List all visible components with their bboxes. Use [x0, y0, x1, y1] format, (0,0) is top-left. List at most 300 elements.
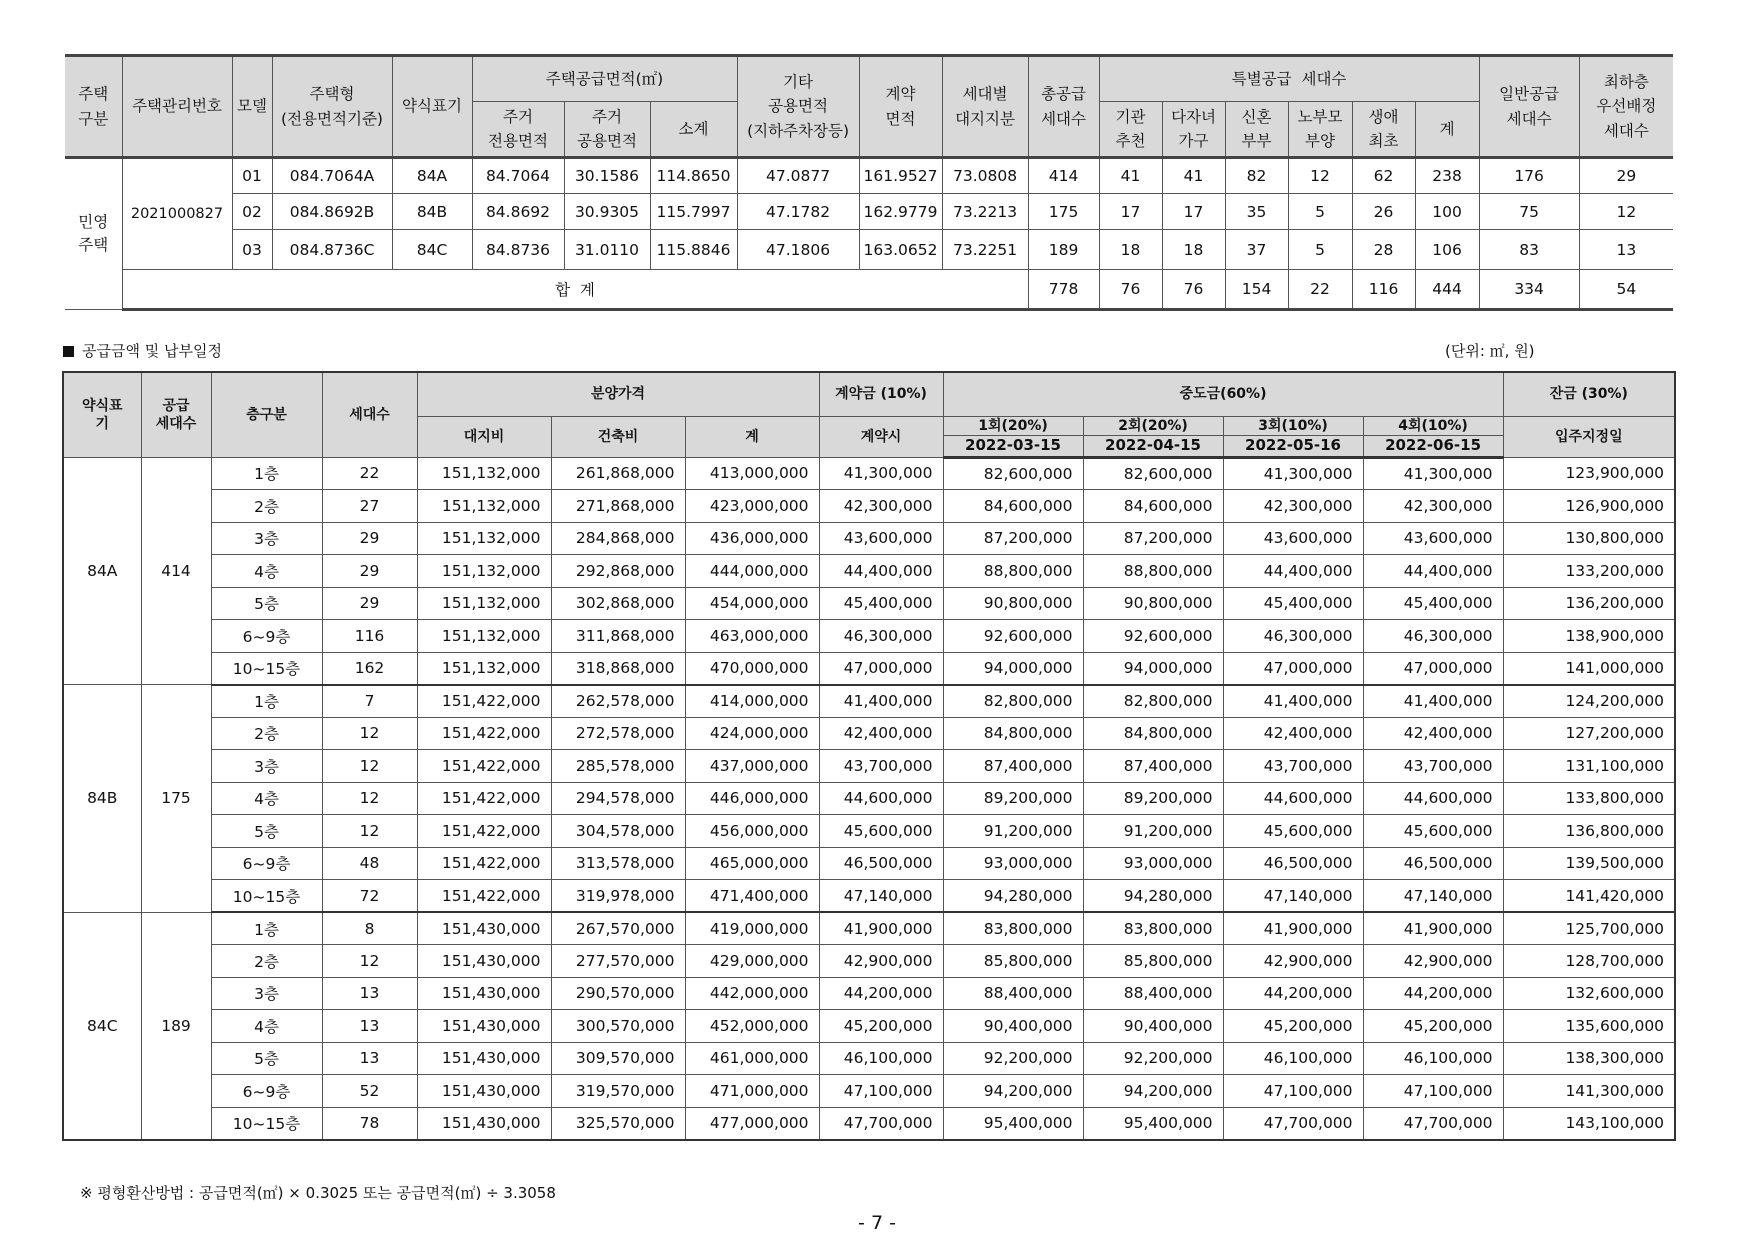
amount-cell: 84,800,000: [943, 717, 1083, 750]
amount-cell: 151,132,000: [417, 490, 551, 523]
amount-cell: 46,100,000: [1363, 1042, 1503, 1075]
header-management-number: 주택관리번호: [122, 56, 232, 158]
group-abbreviation-cell: 84B: [63, 685, 141, 913]
table-row: [63, 1010, 1675, 1043]
amount-cell: 319,570,000: [551, 1075, 685, 1108]
cell: 84A: [392, 158, 472, 194]
amount-cell: 151,132,000: [417, 652, 551, 685]
cell: 29: [1579, 158, 1673, 194]
cell: 28: [1352, 230, 1415, 270]
cell: 62: [1352, 158, 1415, 194]
amount-cell: 95,400,000: [1083, 1107, 1223, 1140]
amount-cell: 82,800,000: [1083, 685, 1223, 718]
header-balance: 잔금 (30%): [1503, 372, 1675, 416]
amount-cell: 92,600,000: [943, 620, 1083, 653]
units-cell: 72: [322, 880, 417, 913]
amount-cell: 90,800,000: [1083, 587, 1223, 620]
cell: 5: [1288, 230, 1352, 270]
floor-cell: 6~9층: [211, 847, 322, 880]
table-row: [63, 880, 1675, 913]
header-interim-4-date: 2022-06-15: [1363, 435, 1503, 457]
total-label: 합 계: [122, 270, 1028, 310]
header-land-cost: 대지비: [417, 416, 551, 457]
amount-cell: 47,700,000: [819, 1107, 943, 1140]
amount-cell: 271,868,000: [551, 490, 685, 523]
amount-cell: 87,200,000: [943, 522, 1083, 555]
units-cell: 13: [322, 977, 417, 1010]
amount-cell: 44,200,000: [819, 977, 943, 1010]
amount-cell: 46,100,000: [819, 1042, 943, 1075]
amount-cell: 45,200,000: [1363, 1010, 1503, 1043]
header-general-supply: 일반공급 세대수: [1479, 56, 1579, 158]
table-row: [63, 815, 1675, 848]
amount-cell: 151,430,000: [417, 977, 551, 1010]
housing-category-cell: 민영 주택: [65, 158, 122, 310]
amount-cell: 94,000,000: [943, 652, 1083, 685]
amount-cell: 138,300,000: [1503, 1042, 1675, 1075]
table-row: [63, 782, 1675, 815]
amount-cell: 143,100,000: [1503, 1107, 1675, 1140]
header-sp-sum: 계: [1415, 102, 1479, 158]
amount-cell: 136,200,000: [1503, 587, 1675, 620]
cell: 31.0110: [564, 230, 650, 270]
cell: 084.8736C: [272, 230, 392, 270]
amount-cell: 84,600,000: [943, 490, 1083, 523]
cell: 76: [1099, 270, 1162, 310]
header-contract-area: 계약 면적: [859, 56, 942, 158]
section-title: [63, 340, 222, 361]
floor-cell: 3층: [211, 750, 322, 783]
amount-cell: 46,300,000: [1223, 620, 1363, 653]
units-cell: 52: [322, 1075, 417, 1108]
amount-cell: 42,400,000: [819, 717, 943, 750]
cell: 163.0652: [859, 230, 942, 270]
amount-cell: 424,000,000: [685, 717, 819, 750]
table-row: [63, 977, 1675, 1010]
amount-cell: 45,600,000: [819, 815, 943, 848]
table-row: [63, 1107, 1675, 1140]
amount-cell: 82,600,000: [1083, 457, 1223, 490]
amount-cell: 290,570,000: [551, 977, 685, 1010]
amount-cell: 325,570,000: [551, 1107, 685, 1140]
table-row: [63, 652, 1675, 685]
amount-cell: 47,000,000: [1223, 652, 1363, 685]
units-cell: 12: [322, 782, 417, 815]
units-cell: 116: [322, 620, 417, 653]
cell: 84.8692: [472, 194, 564, 230]
amount-cell: 47,000,000: [819, 652, 943, 685]
units-cell: 22: [322, 457, 417, 490]
amount-cell: 133,800,000: [1503, 782, 1675, 815]
amount-cell: 45,200,000: [819, 1010, 943, 1043]
amount-cell: 44,600,000: [819, 782, 943, 815]
amount-cell: 151,422,000: [417, 685, 551, 718]
square-bullet-icon: [63, 346, 74, 357]
amount-cell: 47,100,000: [1223, 1075, 1363, 1108]
amount-cell: 151,430,000: [417, 1107, 551, 1140]
cell: 84.8736: [472, 230, 564, 270]
amount-cell: 95,400,000: [943, 1107, 1083, 1140]
table-row: [63, 945, 1675, 978]
floor-cell: 10~15층: [211, 652, 322, 685]
cell: 41: [1162, 158, 1225, 194]
cell: 100: [1415, 194, 1479, 230]
amount-cell: 47,700,000: [1223, 1107, 1363, 1140]
amount-cell: 277,570,000: [551, 945, 685, 978]
amount-cell: 151,422,000: [417, 880, 551, 913]
amount-cell: 138,900,000: [1503, 620, 1675, 653]
amount-cell: 419,000,000: [685, 912, 819, 945]
amount-cell: 84,600,000: [1083, 490, 1223, 523]
amount-cell: 127,200,000: [1503, 717, 1675, 750]
amount-cell: 82,600,000: [943, 457, 1083, 490]
amount-cell: 91,200,000: [1083, 815, 1223, 848]
floor-cell: 2층: [211, 490, 322, 523]
amount-cell: 46,300,000: [819, 620, 943, 653]
header-interim-3: 3회(10%): [1223, 416, 1363, 435]
amount-cell: 45,600,000: [1223, 815, 1363, 848]
header-special-supply: 특별공급 세대수: [1099, 56, 1479, 102]
header-other-area: 기타 공용면적 (지하주차장등): [737, 56, 859, 158]
amount-cell: 47,100,000: [1363, 1075, 1503, 1108]
header-abbreviation: 약식표 기: [63, 372, 141, 457]
amount-cell: 43,700,000: [1363, 750, 1503, 783]
floor-cell: 3층: [211, 522, 322, 555]
amount-cell: 151,422,000: [417, 782, 551, 815]
header-area-subtotal: 소계: [650, 102, 737, 158]
amount-cell: 41,400,000: [1223, 685, 1363, 718]
amount-cell: 41,400,000: [1363, 685, 1503, 718]
amount-cell: 130,800,000: [1503, 522, 1675, 555]
header-deposit-timing: 계약시: [819, 416, 943, 457]
amount-cell: 88,800,000: [943, 555, 1083, 588]
table-row: [63, 1075, 1675, 1108]
cell: 176: [1479, 158, 1579, 194]
cell: 47.1806: [737, 230, 859, 270]
header-interim-1-date: 2022-03-15: [943, 435, 1083, 457]
amount-cell: 45,600,000: [1363, 815, 1503, 848]
cell: 84B: [392, 194, 472, 230]
cell: 161.9527: [859, 158, 942, 194]
amount-cell: 47,140,000: [819, 880, 943, 913]
header-interim-2-date: 2022-04-15: [1083, 435, 1223, 457]
cell: 114.8650: [650, 158, 737, 194]
cell: 47.1782: [737, 194, 859, 230]
floor-cell: 2층: [211, 945, 322, 978]
amount-cell: 45,400,000: [1363, 587, 1503, 620]
header-price-sum: 계: [685, 416, 819, 457]
price-payment-table: [62, 371, 1676, 1141]
amount-cell: 437,000,000: [685, 750, 819, 783]
group-supply-cell: 189: [141, 912, 211, 1140]
cell: 115.7997: [650, 194, 737, 230]
amount-cell: 261,868,000: [551, 457, 685, 490]
amount-cell: 43,600,000: [1363, 522, 1503, 555]
amount-cell: 123,900,000: [1503, 457, 1675, 490]
header-units: 세대수: [322, 372, 417, 457]
cell: 73.0808: [942, 158, 1028, 194]
amount-cell: 442,000,000: [685, 977, 819, 1010]
amount-cell: 456,000,000: [685, 815, 819, 848]
cell: 83: [1479, 230, 1579, 270]
units-cell: 27: [322, 490, 417, 523]
amount-cell: 454,000,000: [685, 587, 819, 620]
table-row: [65, 230, 1673, 270]
floor-cell: 1층: [211, 685, 322, 718]
amount-cell: 93,000,000: [1083, 847, 1223, 880]
amount-cell: 429,000,000: [685, 945, 819, 978]
cell: 17: [1162, 194, 1225, 230]
amount-cell: 151,422,000: [417, 750, 551, 783]
cell: 75: [1479, 194, 1579, 230]
header-model: 모델: [232, 56, 272, 158]
amount-cell: 47,100,000: [819, 1075, 943, 1108]
price-group-84a: [63, 457, 1675, 685]
amount-cell: 151,132,000: [417, 620, 551, 653]
amount-cell: 319,978,000: [551, 880, 685, 913]
amount-cell: 471,400,000: [685, 880, 819, 913]
floor-cell: 3층: [211, 977, 322, 1010]
units-cell: 48: [322, 847, 417, 880]
header-move-in-date: 입주지정일: [1503, 416, 1675, 457]
amount-cell: 423,000,000: [685, 490, 819, 523]
amount-cell: 94,200,000: [943, 1075, 1083, 1108]
amount-cell: 132,600,000: [1503, 977, 1675, 1010]
header-deposit: 계약금 (10%): [819, 372, 943, 416]
cell: 01: [232, 158, 272, 194]
amount-cell: 151,430,000: [417, 912, 551, 945]
cell: 106: [1415, 230, 1479, 270]
price-group-84c: [63, 912, 1675, 1140]
table-row: [63, 457, 1675, 490]
header-sp-newlywed: 신혼 부부: [1225, 102, 1288, 158]
cell: 334: [1479, 270, 1579, 310]
amount-cell: 446,000,000: [685, 782, 819, 815]
header-floor: 층구분: [211, 372, 322, 457]
cell: 73.2213: [942, 194, 1028, 230]
amount-cell: 151,422,000: [417, 717, 551, 750]
cell: 414: [1028, 158, 1099, 194]
amount-cell: 44,200,000: [1223, 977, 1363, 1010]
total-row: [65, 270, 1673, 310]
amount-cell: 44,600,000: [1363, 782, 1503, 815]
amount-cell: 88,400,000: [1083, 977, 1223, 1010]
amount-cell: 87,400,000: [1083, 750, 1223, 783]
amount-cell: 46,500,000: [1223, 847, 1363, 880]
floor-cell: 5층: [211, 1042, 322, 1075]
amount-cell: 285,578,000: [551, 750, 685, 783]
floor-cell: 2층: [211, 717, 322, 750]
table-row: [63, 587, 1675, 620]
amount-cell: 151,430,000: [417, 1010, 551, 1043]
floor-cell: 6~9층: [211, 1075, 322, 1108]
amount-cell: 42,900,000: [1363, 945, 1503, 978]
amount-cell: 413,000,000: [685, 457, 819, 490]
cell: 84C: [392, 230, 472, 270]
amount-cell: 45,400,000: [819, 587, 943, 620]
header-interim-3-date: 2022-05-16: [1223, 435, 1363, 457]
cell: 03: [232, 230, 272, 270]
cell: 175: [1028, 194, 1099, 230]
amount-cell: 436,000,000: [685, 522, 819, 555]
amount-cell: 151,422,000: [417, 815, 551, 848]
amount-cell: 302,868,000: [551, 587, 685, 620]
cell: 154: [1225, 270, 1288, 310]
floor-cell: 10~15층: [211, 1107, 322, 1140]
cell: 30.1586: [564, 158, 650, 194]
amount-cell: 151,430,000: [417, 1042, 551, 1075]
amount-cell: 41,400,000: [819, 685, 943, 718]
amount-cell: 83,800,000: [1083, 912, 1223, 945]
floor-cell: 1층: [211, 457, 322, 490]
amount-cell: 463,000,000: [685, 620, 819, 653]
amount-cell: 477,000,000: [685, 1107, 819, 1140]
amount-cell: 45,200,000: [1223, 1010, 1363, 1043]
amount-cell: 46,300,000: [1363, 620, 1503, 653]
amount-cell: 47,140,000: [1363, 880, 1503, 913]
amount-cell: 41,300,000: [1223, 457, 1363, 490]
group-abbreviation-cell: 84A: [63, 457, 141, 685]
amount-cell: 94,280,000: [1083, 880, 1223, 913]
amount-cell: 91,200,000: [943, 815, 1083, 848]
header-sp-firsttime: 생애 최초: [1352, 102, 1415, 158]
amount-cell: 42,900,000: [1223, 945, 1363, 978]
amount-cell: 267,570,000: [551, 912, 685, 945]
amount-cell: 41,900,000: [1223, 912, 1363, 945]
floor-cell: 5층: [211, 587, 322, 620]
cell: 47.0877: [737, 158, 859, 194]
header-interim: 중도금(60%): [943, 372, 1503, 416]
amount-cell: 43,600,000: [819, 522, 943, 555]
units-cell: 29: [322, 587, 417, 620]
amount-cell: 151,422,000: [417, 847, 551, 880]
cell: 84.7064: [472, 158, 564, 194]
header-land-share: 세대별 대지지분: [942, 56, 1028, 158]
amount-cell: 44,400,000: [1223, 555, 1363, 588]
page-number: - 7 -: [858, 1212, 896, 1234]
amount-cell: 139,500,000: [1503, 847, 1675, 880]
amount-cell: 46,100,000: [1223, 1042, 1363, 1075]
table-row: [63, 555, 1675, 588]
cell: 778: [1028, 270, 1099, 310]
units-cell: 162: [322, 652, 417, 685]
cell: 18: [1099, 230, 1162, 270]
header-supply-units: 공급 세대수: [141, 372, 211, 457]
amount-cell: 318,868,000: [551, 652, 685, 685]
table-row: [63, 685, 1675, 718]
housing-supply-table: [65, 54, 1673, 311]
table-row: [63, 1042, 1675, 1075]
table-row: [65, 194, 1673, 230]
amount-cell: 124,200,000: [1503, 685, 1675, 718]
cell: 12: [1579, 194, 1673, 230]
amount-cell: 47,700,000: [1363, 1107, 1503, 1140]
cell: 189: [1028, 230, 1099, 270]
amount-cell: 46,500,000: [1363, 847, 1503, 880]
cell: 37: [1225, 230, 1288, 270]
header-building-cost: 건축비: [551, 416, 685, 457]
header-total-supply: 총공급 세대수: [1028, 56, 1099, 158]
table-row: [63, 717, 1675, 750]
units-cell: 8: [322, 912, 417, 945]
amount-cell: 44,600,000: [1223, 782, 1363, 815]
cell: 30.9305: [564, 194, 650, 230]
header-lowest-floor: 최하층 우선배정 세대수: [1579, 56, 1673, 158]
amount-cell: 92,200,000: [1083, 1042, 1223, 1075]
amount-cell: 90,800,000: [943, 587, 1083, 620]
group-supply-cell: 414: [141, 457, 211, 685]
floor-cell: 6~9층: [211, 620, 322, 653]
amount-cell: 133,200,000: [1503, 555, 1675, 588]
amount-cell: 92,200,000: [943, 1042, 1083, 1075]
group-supply-cell: 175: [141, 685, 211, 913]
floor-cell: 5층: [211, 815, 322, 848]
amount-cell: 46,500,000: [819, 847, 943, 880]
header-housing-category: 주택 구분: [65, 56, 122, 158]
amount-cell: 84,800,000: [1083, 717, 1223, 750]
cell: 084.7064A: [272, 158, 392, 194]
amount-cell: 294,578,000: [551, 782, 685, 815]
header-interim-2: 2회(20%): [1083, 416, 1223, 435]
table-row: [63, 620, 1675, 653]
amount-cell: 131,100,000: [1503, 750, 1675, 783]
header-exclusive-area: 주거 전용면적: [472, 102, 564, 158]
amount-cell: 42,400,000: [1223, 717, 1363, 750]
amount-cell: 42,900,000: [819, 945, 943, 978]
amount-cell: 94,280,000: [943, 880, 1083, 913]
amount-cell: 141,300,000: [1503, 1075, 1675, 1108]
unit-label: (단위: ㎡, 원): [1445, 342, 1535, 360]
cell: 444: [1415, 270, 1479, 310]
header-sale-price: 분양가격: [417, 372, 819, 416]
cell: 02: [232, 194, 272, 230]
amount-cell: 83,800,000: [943, 912, 1083, 945]
amount-cell: 465,000,000: [685, 847, 819, 880]
amount-cell: 309,570,000: [551, 1042, 685, 1075]
floor-cell: 4층: [211, 782, 322, 815]
group-abbreviation-cell: 84C: [63, 912, 141, 1140]
floor-cell: 4층: [211, 1010, 322, 1043]
amount-cell: 471,000,000: [685, 1075, 819, 1108]
amount-cell: 42,300,000: [1363, 490, 1503, 523]
amount-cell: 45,400,000: [1223, 587, 1363, 620]
amount-cell: 151,132,000: [417, 457, 551, 490]
units-cell: 13: [322, 1042, 417, 1075]
amount-cell: 313,578,000: [551, 847, 685, 880]
amount-cell: 42,300,000: [819, 490, 943, 523]
table-row: [63, 750, 1675, 783]
cell: 17: [1099, 194, 1162, 230]
amount-cell: 272,578,000: [551, 717, 685, 750]
amount-cell: 141,000,000: [1503, 652, 1675, 685]
amount-cell: 135,600,000: [1503, 1010, 1675, 1043]
cell: 18: [1162, 230, 1225, 270]
amount-cell: 85,800,000: [1083, 945, 1223, 978]
header-interim-1: 1회(20%): [943, 416, 1083, 435]
table-row: [65, 158, 1673, 194]
amount-cell: 136,800,000: [1503, 815, 1675, 848]
amount-cell: 311,868,000: [551, 620, 685, 653]
units-cell: 78: [322, 1107, 417, 1140]
amount-cell: 43,600,000: [1223, 522, 1363, 555]
cell: 162.9779: [859, 194, 942, 230]
amount-cell: 125,700,000: [1503, 912, 1675, 945]
amount-cell: 41,300,000: [1363, 457, 1503, 490]
cell: 084.8692B: [272, 194, 392, 230]
amount-cell: 151,430,000: [417, 1075, 551, 1108]
amount-cell: 141,420,000: [1503, 880, 1675, 913]
units-cell: 12: [322, 717, 417, 750]
